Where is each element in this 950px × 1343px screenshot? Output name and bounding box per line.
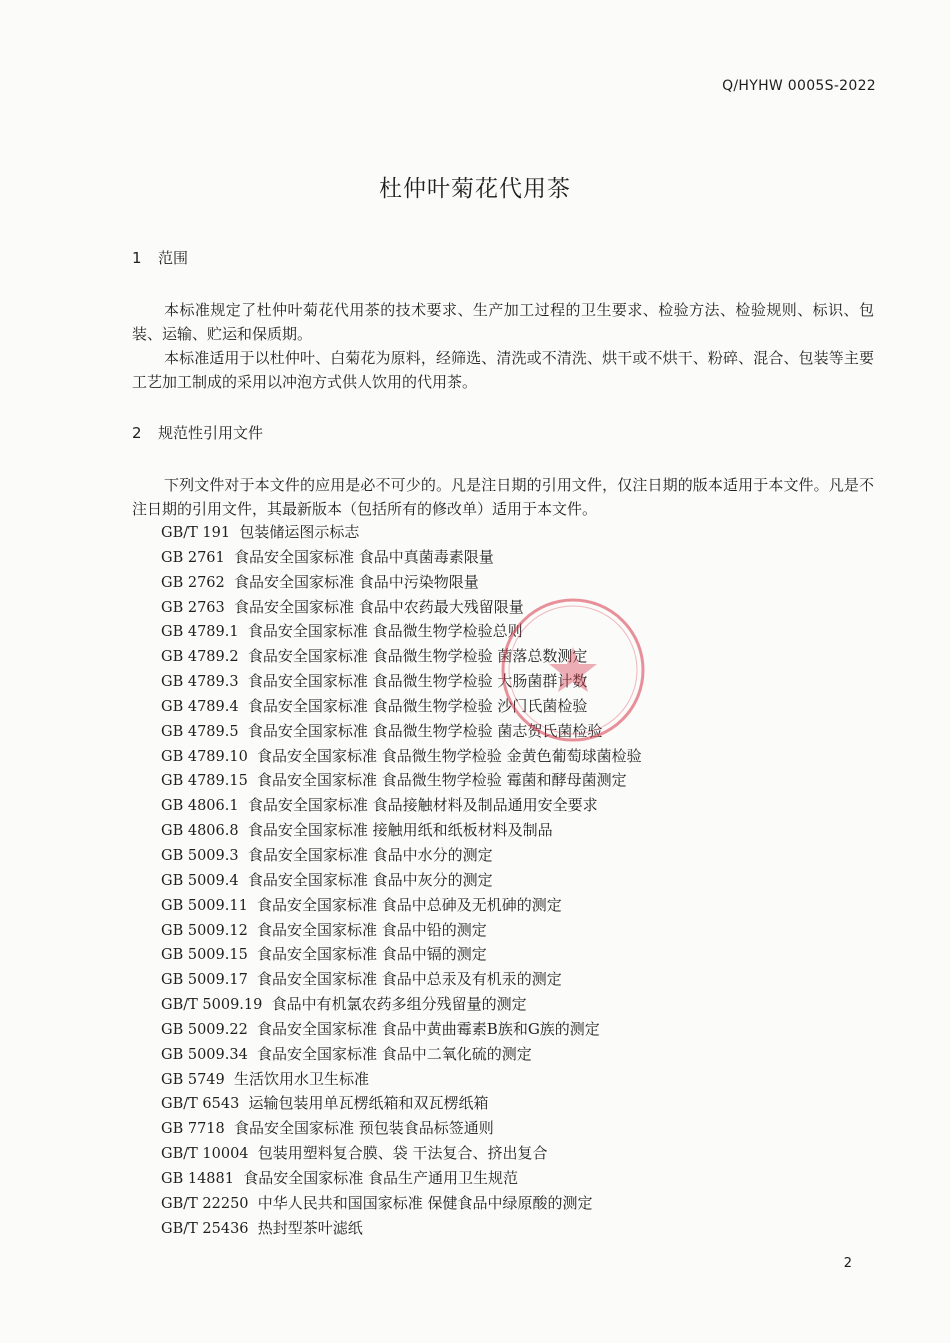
section-2-number: 2 [132,424,142,442]
reference-title: 食品安全国家标准 食品中灰分的测定 [247,870,493,889]
reference-code: GB 14881 [161,1170,234,1187]
reference-code: GB 5009.4 [161,872,239,889]
reference-code: GB 2761 [161,549,225,566]
reference-item [161,768,642,793]
reference-title: 食品安全国家标准 食品中镉的测定 [257,945,487,964]
reference-item [161,1166,642,1191]
reference-code: GB/T 191 [161,525,231,541]
reference-code: GB/T 6543 [161,1096,240,1113]
standard-code: Q/HYHW 0005S-2022 [722,78,876,94]
reference-code: GB 4806.1 [161,798,239,815]
reference-item [161,1067,642,1092]
reference-title: 食品安全国家标准 食品中黄曲霉素B族和G族的测定 [257,1019,600,1038]
reference-title: 食品安全国家标准 接触用纸和纸板材料及制品 [247,821,553,840]
section-2-title: 规范性引用文件 [158,424,264,442]
reference-code: GB/T 22250 [161,1195,249,1212]
reference-item [161,818,642,843]
reference-item [161,644,642,669]
reference-code: GB 4789.3 [161,674,239,691]
reference-item [161,893,642,918]
reference-title: 食品安全国家标准 食品接触材料及制品通用安全要求 [247,796,598,815]
reference-code: GB 4789.2 [161,649,239,666]
reference-item [161,595,642,620]
reference-code: GB 5009.22 [161,1021,248,1038]
reference-title: 包装储运图示标志 [239,523,360,541]
reference-code: GB 5009.15 [161,947,248,964]
page-number: 2 [843,1256,852,1271]
reference-list [161,520,642,1240]
reference-title: 食品安全国家标准 食品生产通用卫生规范 [243,1168,518,1187]
reference-item [161,1141,642,1166]
reference-code: GB 2762 [161,574,225,591]
reference-code: GB 5749 [161,1071,225,1088]
reference-item [161,669,642,694]
reference-title: 食品安全国家标准 食品微生物学检验 菌落总数测定 [247,647,588,666]
reference-code: GB/T 5009.19 [161,997,263,1014]
reference-code: GB/T 10004 [161,1146,249,1163]
reference-item [161,520,642,545]
reference-item [161,570,642,595]
reference-code: GB 4789.1 [161,624,239,641]
reference-title: 食品安全国家标准 食品微生物学检验总则 [247,622,523,641]
reference-code: GB 4806.8 [161,823,239,840]
reference-title: 食品安全国家标准 食品中水分的测定 [247,845,493,864]
section-1-number: 1 [132,249,142,267]
section-2-heading [132,422,263,443]
reference-item [161,1191,642,1216]
reference-code: GB 5009.12 [161,922,248,939]
reference-title: 食品安全国家标准 食品微生物学检验 大肠菌群计数 [247,672,588,691]
reference-title: 食品安全国家标准 食品中真菌毒素限量 [233,547,494,566]
references-intro: 下列文件对于本文件的应用是必不可少的。凡是注日期的引用文件，仅注日期的版本适用于本文件。凡是不注日期的引用文件，其最新版本（包括所有的修改单）适用于本文件。 [132,476,874,518]
reference-item [161,918,642,943]
reference-code: GB 5009.3 [161,847,239,864]
scope-paragraph-1: 本标准规定了杜仲叶菊花代用茶的技术要求、生产加工过程的卫生要求、检验方法、检验规则、标识、包装、运输、贮运和保质期。 [132,301,874,343]
reference-item [161,545,642,570]
reference-title: 生活饮用水卫生标准 [233,1069,369,1088]
reference-item [161,744,642,769]
reference-code: GB 5009.17 [161,972,248,989]
reference-title: 食品中有机氯农药多组分残留量的测定 [271,995,527,1014]
reference-title: 食品安全国家标准 食品中总汞及有机汞的测定 [257,970,562,989]
reference-item [161,1216,642,1241]
reference-title: 热封型茶叶滤纸 [257,1218,363,1237]
reference-title: 中华人民共和国国家标准 保健食品中绿原酸的测定 [257,1193,593,1212]
reference-title: 包装用塑料复合膜、袋 干法复合、挤出复合 [257,1144,548,1163]
reference-title: 食品安全国家标准 食品微生物学检验 金黄色葡萄球菌检验 [257,746,642,765]
reference-item [161,694,642,719]
reference-item [161,619,642,644]
reference-title: 运输包装用单瓦楞纸箱和双瓦楞纸箱 [248,1094,489,1113]
reference-item [161,1091,642,1116]
reference-code: GB/T 25436 [161,1220,249,1237]
reference-code: GB 5009.34 [161,1046,248,1063]
reference-code: GB 7718 [161,1121,225,1138]
reference-item [161,992,642,1017]
reference-title: 食品安全国家标准 食品中污染物限量 [233,572,479,591]
reference-item [161,1042,642,1067]
section-1-title: 范围 [158,249,189,267]
reference-item [161,1017,642,1042]
reference-code: GB 2763 [161,599,225,616]
reference-item [161,843,642,868]
reference-title: 食品安全国家标准 预包装食品标签通则 [233,1119,494,1138]
reference-title: 食品安全国家标准 食品中总砷及无机砷的测定 [257,895,562,914]
reference-item [161,793,642,818]
scope-paragraph-2: 本标准适用于以杜仲叶、白菊花为原料，经筛选、清洗或不清洗、烘干或不烘干、粉碎、混合、包装等主要工艺加工制成的采用以冲泡方式供人饮用的代用茶。 [132,349,874,391]
reference-code: GB 4789.4 [161,698,239,715]
reference-item [161,967,642,992]
reference-code: GB 4789.10 [161,748,248,765]
reference-title: 食品安全国家标准 食品中二氧化硫的测定 [257,1044,532,1063]
reference-code: GB 4789.15 [161,773,248,790]
reference-item [161,1116,642,1141]
reference-title: 食品安全国家标准 食品微生物学检验 菌志贺氏菌检验 [247,721,603,740]
document-title: 杜仲叶菊花代用茶 [379,176,571,202]
reference-title: 食品安全国家标准 食品微生物学检验 沙门氏菌检验 [247,696,588,715]
reference-code: GB 4789.5 [161,723,239,740]
reference-title: 食品安全国家标准 食品中铅的测定 [257,920,487,939]
reference-item [161,942,642,967]
reference-title: 食品安全国家标准 食品微生物学检验 霉菌和酵母菌测定 [257,771,627,790]
reference-title: 食品安全国家标准 食品中农药最大残留限量 [233,597,524,616]
reference-item [161,868,642,893]
section-1-heading [132,247,188,268]
reference-item [161,719,642,744]
reference-code: GB 5009.11 [161,897,248,914]
